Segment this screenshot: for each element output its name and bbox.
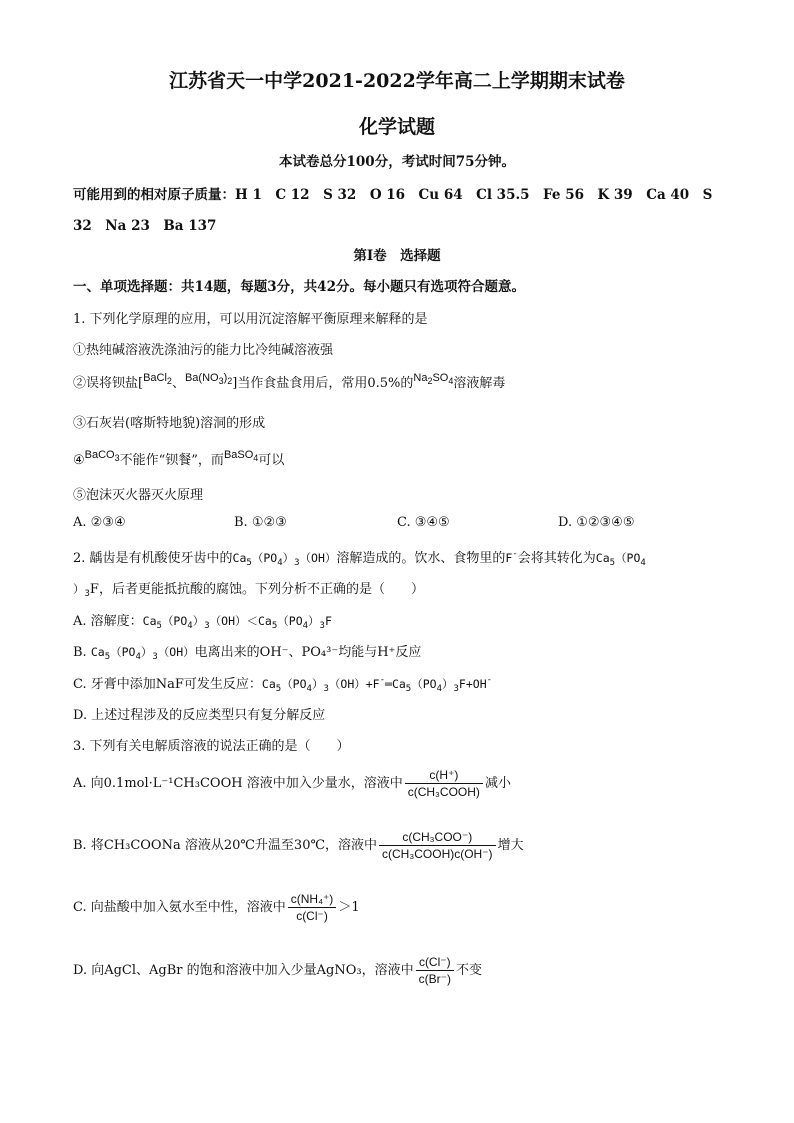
q2-option-a[interactable]: A. 溶解度：$Ca_5(PO_4)_3(OH)<Ca_5(PO_4)_3F$ bbox=[73, 614, 332, 631]
exam-note: 本试卷总分100分，考试时间75分钟。 bbox=[279, 154, 515, 170]
q3-c-fraction: $\frac{\text{c(NH₄⁺)}}{c(Cl^-)}$ bbox=[288, 892, 337, 923]
q3-stem: 3. 下列有关电解质溶液的说法正确的是（ ） bbox=[73, 739, 350, 754]
part-instructions: 一、单项选择题：共14题，每题3分，共42分。每小题只有选项符合题意。 bbox=[73, 279, 525, 295]
q1-option-d[interactable]: D. ①②③④⑤ bbox=[558, 515, 635, 530]
q1-statement-1: ①热纯碱溶液洗涤油污的能力比冷纯碱溶液强 bbox=[73, 343, 334, 358]
q3-option-b[interactable]: B. 将CH₃COONa 溶液从20℃升温至30℃，溶液中 $\frac{\text{c(CH₃COO⁻)}}{\text{c(CH₃COOH)c(OH⁻)}}$ 增大 bbox=[73, 830, 524, 861]
atomic-masses-line2: 32 Na 23 Ba 137 bbox=[73, 218, 217, 234]
q2-option-d[interactable]: D. 上述过程涉及的反应类型只有复分解反应 bbox=[73, 708, 326, 723]
q3-b-fraction: $\frac{\text{c(CH₃COO⁻)}}{\text{c(CH₃COOH)c(OH⁻)}}$ bbox=[379, 830, 496, 861]
q2-stem-line2: ）$_3F$，后者更能抵抗酸的腐蚀。下列分析不正确的是（ ） bbox=[73, 582, 424, 599]
q1-statement-4: ④$^{BaCO_3}$不能作“钡餐”，而$^{BaSO_4}$可以 bbox=[73, 449, 285, 468]
q2-option-b[interactable]: B. $Ca_5(PO_4)_3(OH)$电离出来的OH⁻、PO₄³⁻均能与H⁺反应 bbox=[73, 645, 422, 662]
atomic-masses-line1: 可能用到的相对原子质量：H 1 C 12 S 32 O 16 Cu 64 Cl 35.5 Fe 56 K 39 Ca 40 S bbox=[73, 187, 713, 203]
q3-option-c[interactable]: C. 向盐酸中加入氨水至中性，溶液中 $\frac{\text{c(NH₄⁺)}}{c(Cl^-)}$ ＞1 bbox=[73, 892, 360, 923]
q2-option-c[interactable]: C. 牙膏中添加NaF可发生反应：$Ca_5(PO_4)_3(OH)+F^-═Ca_5(PO_4)_3F+OH^-$ bbox=[73, 675, 493, 694]
q1-option-c[interactable]: C. ③④⑤ bbox=[397, 515, 450, 530]
q1-option-b[interactable]: B. ①②③ bbox=[234, 515, 287, 530]
q3-option-d[interactable]: D. 向AgCl、AgBr 的饱和溶液中加入少量AgNO₃，溶液中 $\frac{c(Cl^-)}{c(Br^-)}$ 不变 bbox=[73, 955, 482, 986]
q1-stem: 1. 下列化学原理的应用，可以用沉淀溶解平衡原理来解释的是 bbox=[73, 312, 428, 327]
exam-title: 江苏省天一中学2021-2022学年高二上学期期末试卷 bbox=[169, 70, 625, 92]
exam-subject: 化学试题 bbox=[358, 116, 435, 138]
q3-a-fraction: $\frac{c(H^+)}{\text{c(CH₃COOH)}}$ bbox=[405, 768, 483, 799]
q2-stem-line1: 2. 龋齿是有机酸使牙齿中的$Ca_5(PO_4)_3(OH)$溶解造成的。饮水、食物里的F-会将其转化为$Ca_5(PO_4$ bbox=[73, 549, 646, 568]
section-title: 第Ⅰ卷 选择题 bbox=[353, 248, 441, 264]
q3-d-fraction: $\frac{c(Cl^-)}{c(Br^-)}$ bbox=[416, 955, 454, 986]
q3-option-a[interactable]: A. 向0.1mol·L⁻¹CH₃COOH 溶液中加入少量水，溶液中 $\frac{c(H^+)}{\text{c(CH₃COOH)}}$ 减小 bbox=[73, 768, 511, 799]
q1-statement-3: ③石灰岩(喀斯特地貌)溶洞的形成 bbox=[73, 416, 266, 431]
q1-option-a[interactable]: A. ②③④ bbox=[73, 515, 126, 530]
q1-statement-2: ②误将钡盐[$^{BaCl_2}$、$^{Ba(NO_3)_2}$]当作食盐食用后，常用0.5%的$^{Na_2SO_4}$溶液解毒 bbox=[73, 372, 506, 391]
q1-statement-5: ⑤泡沫灭火器灭火原理 bbox=[73, 488, 204, 503]
